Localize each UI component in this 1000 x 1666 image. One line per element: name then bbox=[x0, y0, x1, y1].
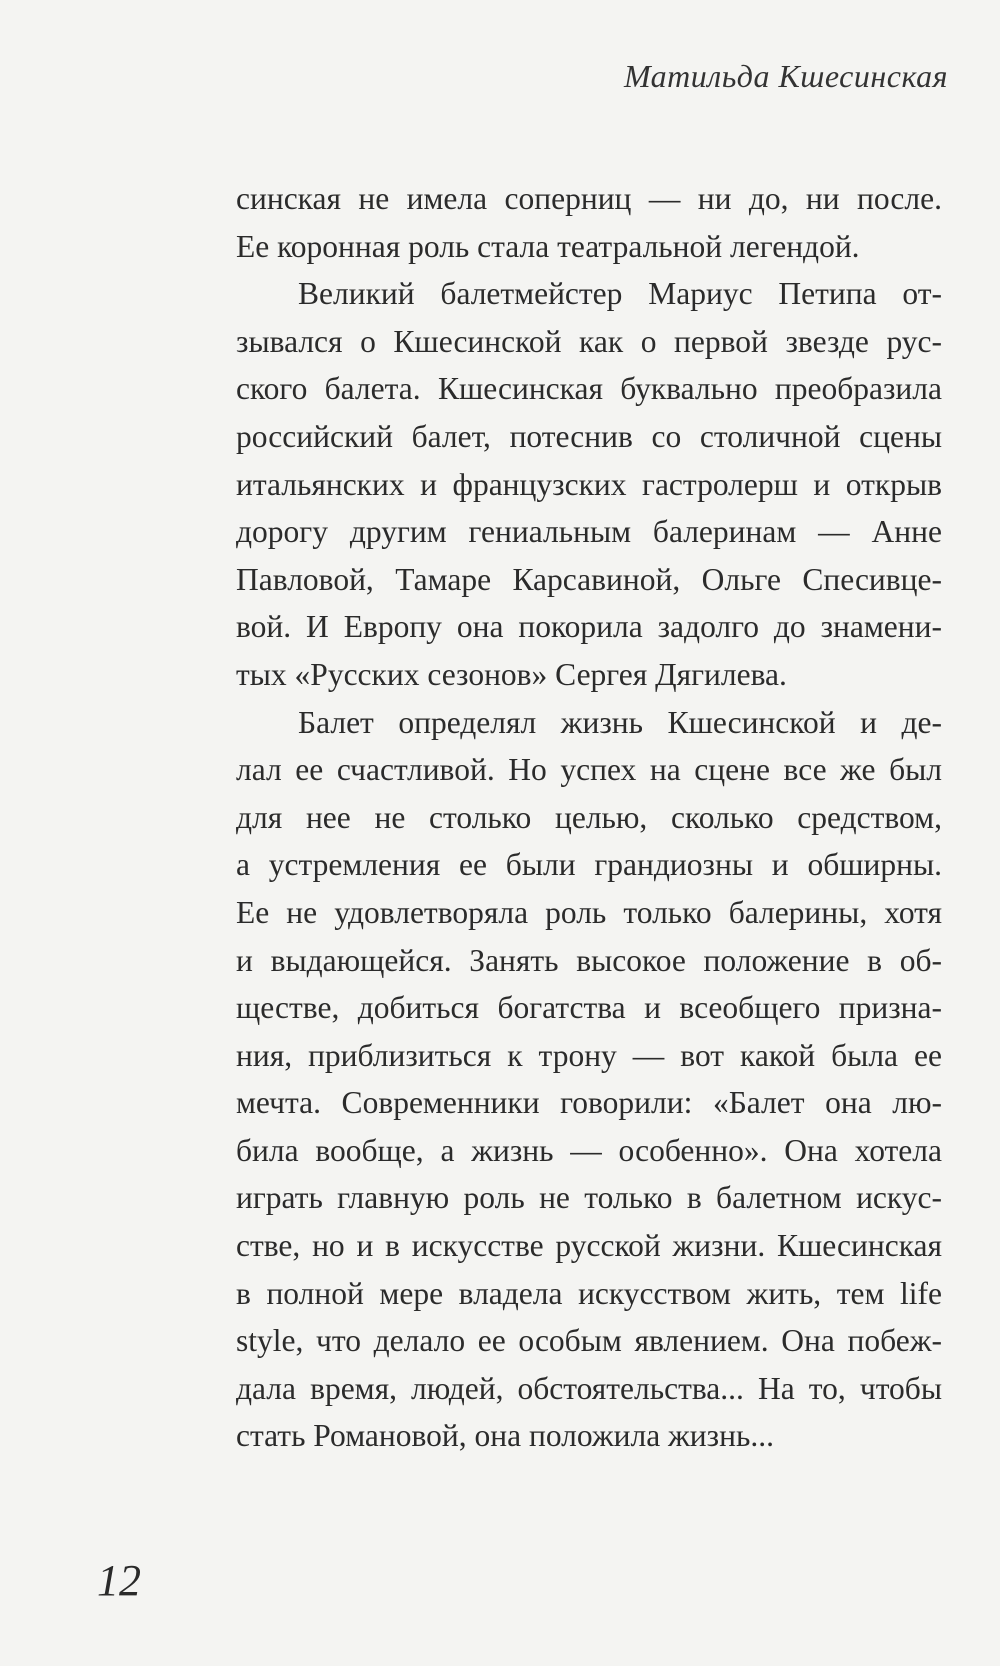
text-line: в полной мере владела искусством жить, тем life bbox=[236, 1275, 942, 1311]
text-line: мечта. Современники говорили: «Балет она лю- bbox=[236, 1085, 942, 1121]
text-line: и выдающейся. Занять высокое положение в об- bbox=[236, 942, 942, 978]
text-line: лал ее счастливой. Но успех на сцене все же был bbox=[236, 752, 942, 788]
text-line: style, что делало ее особым явлением. Она побеж- bbox=[236, 1323, 942, 1359]
text-line: Балет определял жизнь Кшесинской и де- bbox=[298, 704, 942, 740]
text-line: вой. И Европу она покорила задолго до знамени- bbox=[236, 609, 942, 645]
paragraph-2 bbox=[236, 270, 942, 698]
paragraph-3 bbox=[236, 699, 942, 1461]
text-line: стве, но и в искусстве русской жизни. Кшесинская bbox=[236, 1228, 942, 1264]
text-line: синская не имела соперниц — ни до, ни после. bbox=[236, 181, 942, 216]
text-line: Великий балетмейстер Мариус Петипа от- bbox=[298, 276, 942, 312]
text-line: Павловой, Тамаре Карсавиной, Ольге Спесивце- bbox=[236, 561, 942, 597]
running-header: Матильда Кшесинская bbox=[623, 58, 948, 94]
text-line: ского балета. Кшесинская буквально преобразила bbox=[236, 371, 942, 407]
paragraph-1 bbox=[236, 175, 942, 270]
text-line: била вообще, а жизнь — особенно». Она хотела bbox=[236, 1132, 942, 1168]
text-line: для нее не столько целью, сколько средством, bbox=[236, 799, 942, 835]
text-line: а устремления ее были грандиозны и обширны. bbox=[236, 847, 942, 883]
text-line: зывался о Кшесинской как о первой звезде рус- bbox=[236, 323, 942, 359]
text-line: стать Романовой, она положила жизнь... bbox=[236, 1418, 774, 1454]
page-number: 12 bbox=[97, 1556, 141, 1605]
text-line: ния, приблизиться к трону — вот какой была ее bbox=[236, 1037, 942, 1073]
text-line: Ее коронная роль стала театральной легендой. bbox=[236, 228, 860, 264]
text-line: ществе, добиться богатства и всеобщего призна- bbox=[236, 990, 942, 1026]
text-line: Ее не удовлетворяла роль только балерины, хотя bbox=[236, 894, 942, 930]
text-line: итальянских и французских гастролерш и открыв bbox=[236, 466, 942, 502]
text-line: российский балет, потеснив со столичной сцены bbox=[236, 418, 942, 454]
text-line: тых «Русских сезонов» Сергея Дягилева. bbox=[236, 656, 787, 692]
body-text bbox=[236, 175, 942, 1460]
text-line: играть главную роль не только в балетном искус- bbox=[236, 1180, 942, 1216]
text-line: дала время, людей, обстоятельства... На то, чтобы bbox=[236, 1370, 942, 1406]
text-line: дорогу другим гениальным балеринам — Анне bbox=[236, 514, 942, 550]
